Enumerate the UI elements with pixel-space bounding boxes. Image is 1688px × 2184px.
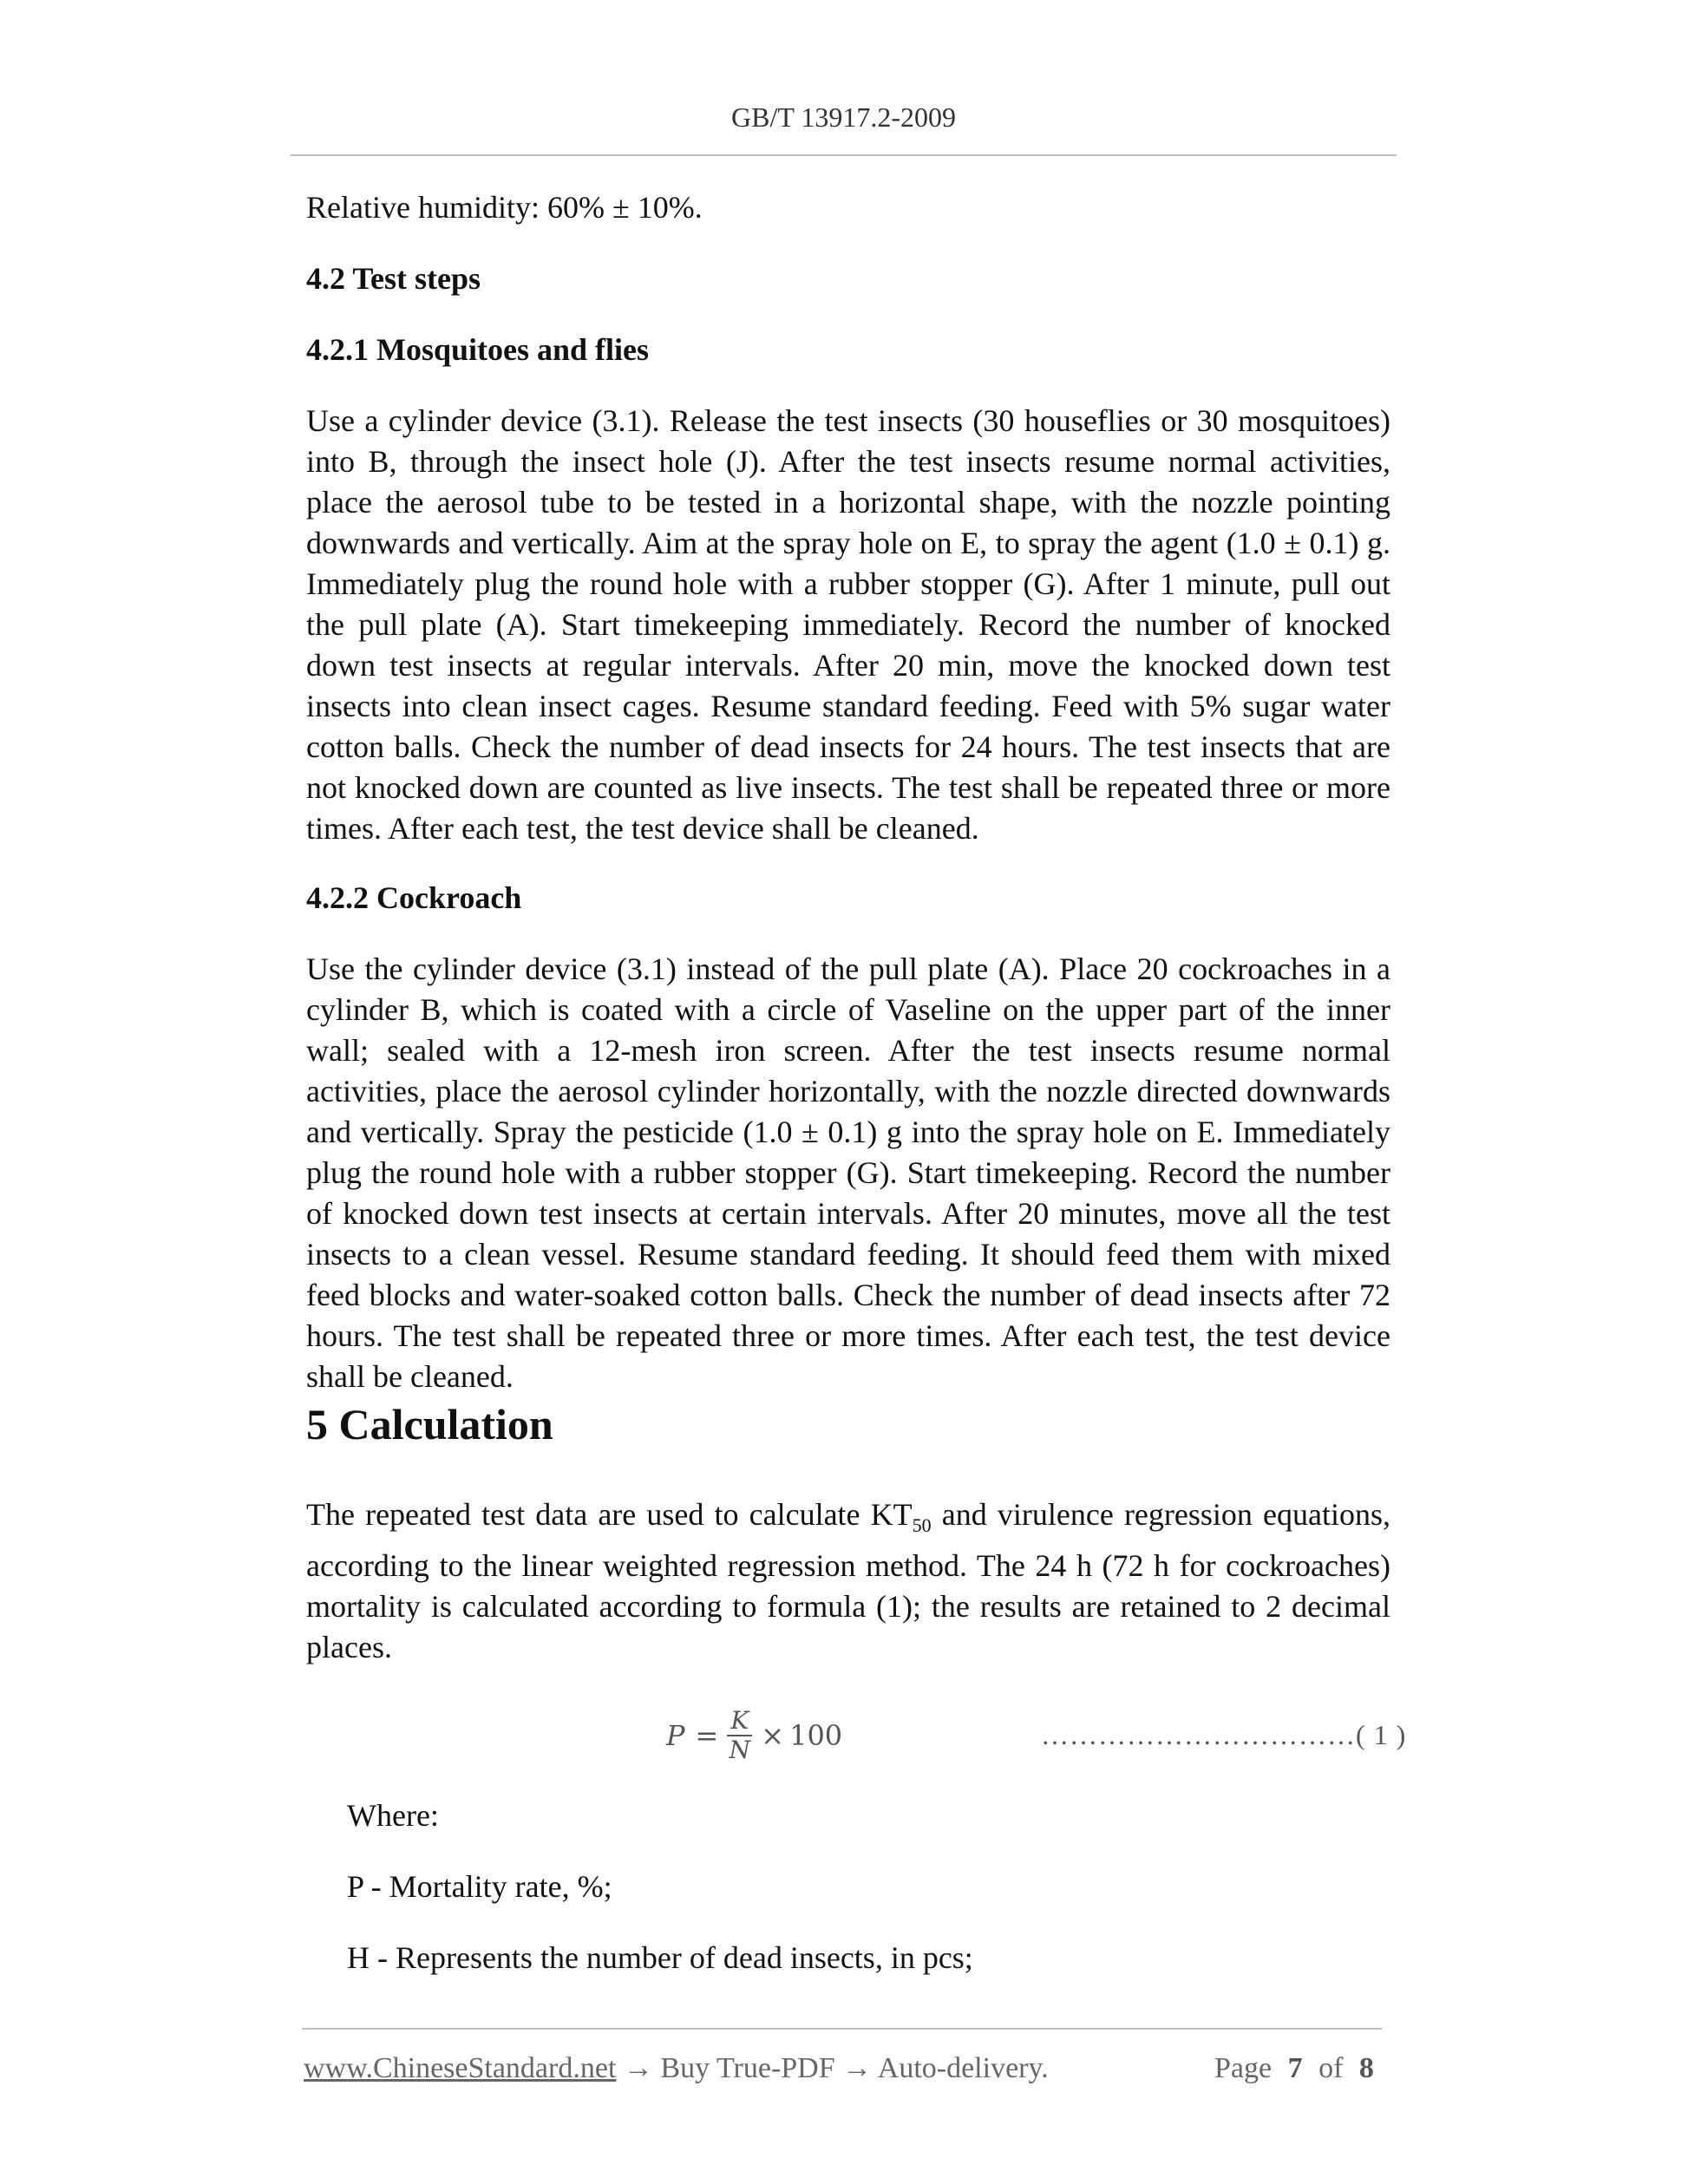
formula-denominator: N <box>729 1736 751 1764</box>
formula-number: ……………………………( 1 ) <box>1041 1719 1407 1750</box>
paragraph-5 <box>306 1494 1390 1668</box>
heading-4-2-2: 4.2.2 Cockroach <box>306 880 522 915</box>
formula-equals: = <box>695 1719 719 1752</box>
formula-times: × <box>761 1719 785 1752</box>
heading-4-2: 4.2 Test steps <box>306 261 481 296</box>
where-item: H - Represents the number of dead insects, in pcs; <box>347 1940 973 1975</box>
heading-5-calculation: 5 Calculation <box>306 1400 553 1448</box>
of-label: of <box>1318 2052 1344 2084</box>
arrow-icon: → <box>842 2052 873 2084</box>
page-label: Page <box>1214 2052 1273 2084</box>
buy-true-pdf-text: Buy True-PDF <box>660 2052 835 2084</box>
arrow-icon: → <box>623 2052 653 2084</box>
site-link[interactable]: www.ChineseStandard.net <box>304 2052 617 2084</box>
paragraph-5-part1: The repeated test data are used to calculate KT <box>306 1497 913 1532</box>
page-current: 7 <box>1287 2052 1303 2084</box>
paragraph-5-part2: and virulence regression equations, according to the linear weighted regression method. The 24 h (72 h for cockroaches) mortality is calculated according to formula (1); the results are retained to 2 decimal places. <box>306 1497 1390 1665</box>
mortality-formula <box>666 1707 842 1764</box>
page-indicator <box>1214 2049 1374 2089</box>
footer-divider <box>302 2028 1382 2030</box>
heading-4-2-1: 4.2.1 Mosquitoes and flies <box>306 332 650 367</box>
page-header <box>291 97 1397 156</box>
page-total: 8 <box>1358 2052 1374 2084</box>
humidity-line: Relative humidity: 60% ± 10%. <box>306 190 703 225</box>
where-label: Where: <box>347 1798 439 1833</box>
formula-factor: 100 <box>789 1719 843 1752</box>
doc-number: GB/T 13917.2-2009 <box>731 101 956 133</box>
formula-lhs: P <box>666 1719 685 1752</box>
kt50-subscript: 50 <box>912 1514 932 1537</box>
formula-fraction <box>727 1707 752 1764</box>
footer-left <box>304 2049 1049 2089</box>
where-item: P - Mortality rate, %; <box>347 1869 612 1904</box>
paragraph-4-2-1: Use a cylinder device (3.1). Release the test insects (30 houseflies or 30 mosquitoes) into B, through the insect hole (J). After the test insects resume normal activities, place the aerosol tube to be tested in a horizontal shape, with the nozzle pointing downwards and vertically. Aim at the spray hole on E, to spray the agent (1.0 ± 0.1) g. Immediately plug the round hole with a rubber stopper (G). After 1 minute, pull out the pull plate (A). Start timekeeping immediately. Record the number of knocked down test insects at regular intervals. After 20 min, move the knocked down test insects into clean insect cages. Resume standard feeding. Feed with 5% sugar water cotton balls. Check the number of dead insects for 24 hours. The test insects that are not knocked down are counted as live insects. The test shall be repeated three or more times. After each test, the test device shall be cleaned. <box>306 403 1390 846</box>
auto-delivery-text: Auto-delivery. <box>877 2052 1049 2084</box>
formula-numerator: K <box>727 1707 752 1736</box>
paragraph-4-2-2: Use the cylinder device (3.1) instead of the pull plate (A). Place 20 cockroaches in a cylinder B, which is coated with a circle of Vaseline on the upper part of the inner wall; sealed with a 12-mesh iron screen. After the test insects resume normal activities, place the aerosol cylinder horizontally, with the nozzle directed downwards and vertically. Spray the pesticide (1.0 ± 0.1) g into the spray hole on E. Immediately plug the round hole with a rubber stopper (G). Start timekeeping. Record the number of knocked down test insects at certain intervals. After 20 minutes, move all the test insects to a clean vessel. Resume standard feeding. It should feed them with mixed feed blocks and water-soaked cotton balls. Check the number of dead insects after 72 hours. The test shall be repeated three or more times. After each test, the test device shall be cleaned. <box>306 951 1390 1394</box>
